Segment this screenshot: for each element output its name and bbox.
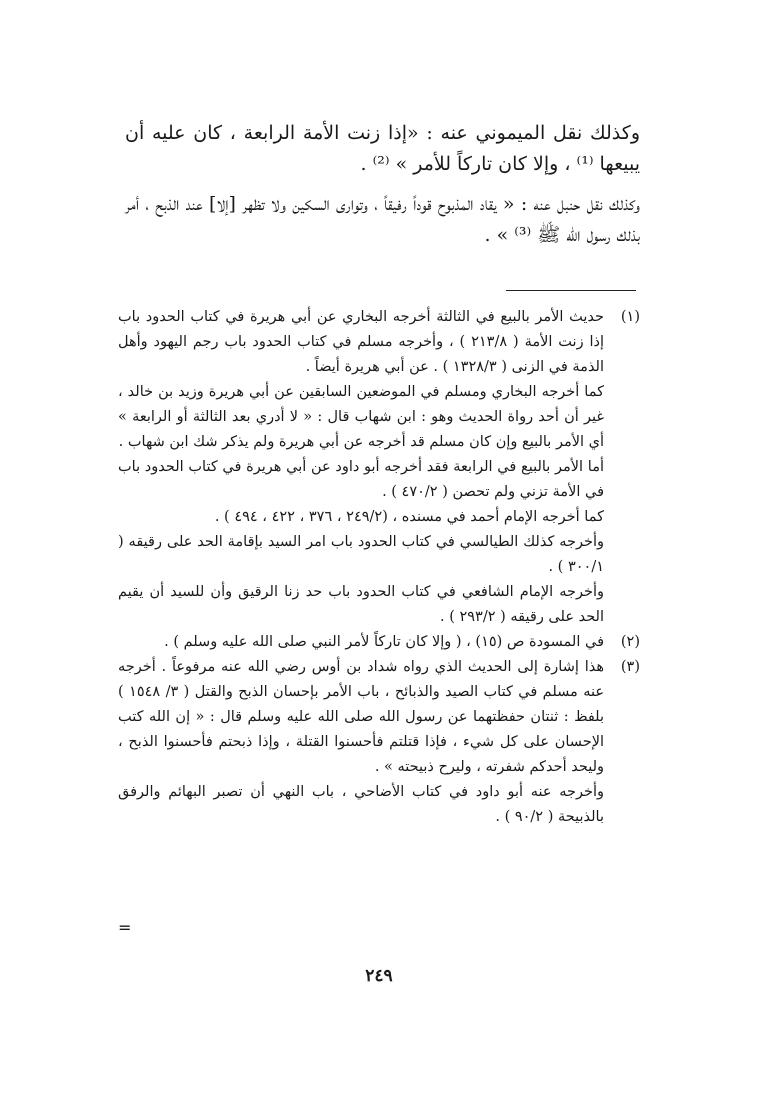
footnotes	[118, 305, 640, 830]
footnote-paragraph: كما أخرجه الإمام أحمد في مسنده ، (٢٤٩/٢ ، ٣٧٦ ، ٤٢٢ ، ٤٩٤ ) .	[214, 509, 604, 525]
main-paragraph: وكذلك نقل الميموني عنه : «إذا زنت الأمة الرابعة ، كان عليه أن يبيعها ⁽¹⁾ ، وإلا كان تاركاً للأمر » ⁽²⁾ .	[125, 122, 640, 175]
footnote-paragraph: هذا إشارة إلى الحديث الذي رواه شداد بن أوس رضي الله عنه مرفوعاً . أخرجه عنه مسلم في كتاب الصيد والذبائح ، باب الأمر بإحسان الذبح والقتل ( ٣/ ١٥٤٨ ) بلفظ : ثنتان حفظتهما عن رسول الله صلى الله عليه وسلم قال : « إن الله كتب الإحسان على كل شيء ، فإذا قتلتم فأحسنوا القتلة ، وإذا ذبحتم فأحسنوا الذبح ، وليحد أحدكم شفرته ، وليرح ذبيحته » .	[118, 659, 605, 775]
footnote-body	[118, 655, 604, 830]
continuation-mark: =	[118, 918, 132, 937]
main-text	[125, 118, 640, 260]
footnote-paragraph: حديث الأمر بالبيع في الثالثة أخرجه البخاري عن أبي هريرة في كتاب الحدود باب إذا زنت الأمة ( ٢١٣/٨ ) ، وأخرجه مسلم في كتاب الحدود باب رجم اليهود وأهل الذمة في الزنى ( ١٣٢٨/٣ ) . عن أبي هريرة أيضاً .	[118, 309, 604, 375]
page-number: ٢٤٩	[365, 966, 393, 986]
footnote-paragraph: وأخرجه عنه أبو داود في كتاب الأضاحي ، باب النهي أن تصبر البهائم والرفق بالذبيحة ( ٩٠/٢ ) .	[118, 784, 604, 825]
footnote-number: (٢)	[620, 634, 640, 650]
footnote-paragraph: أما الأمر بالبيع في الرابعة فقد أخرجه أبو داود عن أبي هريرة في كتاب الحدود باب في الأمة تزني ولم تحصن ( ٤٧٠/٢ ) .	[118, 459, 604, 500]
footnote-paragraph: في المسودة ص (١٥) ، ( وإلا كان تاركاً لأمر النبي صلى الله عليه وسلم ) .	[164, 634, 604, 650]
footnote-2	[118, 630, 640, 655]
footnote-3	[118, 655, 640, 830]
footnote-body	[118, 630, 604, 655]
footnote-body	[118, 305, 604, 630]
footnote-paragraph: وأخرجه الإمام الشافعي في كتاب الحدود باب حد زنا الرقيق وأن للسيد أن يقيم الحد على رقيقه ( ٢٩٣/٢ ) .	[118, 584, 604, 625]
main-paragraph: وكذلك نقل حنبل عنه : « يقاد المذبوح قوداً رفيقاً ، وتوارى السكين ولا تظهر [إلا] عند الذبح ، أمر بذلك رسول الله ﷺ ⁽³⁾ » .	[125, 193, 640, 246]
footnote-number: (٣)	[620, 659, 640, 675]
footnote-paragraph: وأخرجه كذلك الطيالسي في كتاب الحدود باب امر السيد بإقامة الحد على رقيقه ( ٣٠٠/١ ) .	[118, 534, 604, 575]
footnote-separator	[506, 290, 636, 291]
footnote-number: (١)	[620, 309, 640, 325]
footnote-1	[118, 305, 640, 630]
footnote-paragraph: كما أخرجه البخاري ومسلم في الموضعين السابقين عن أبي هريرة وزيد بن خالد ، غير أن أحد رواة الحديث وهو : ابن شهاب قال : « لا أدري بعد الثالثة أو الرابعة » أي الأمر بالبيع وإن كان مسلم قد أخرجه عن أبي هريرة ولم يذكر شك ابن شهاب .	[118, 384, 604, 450]
